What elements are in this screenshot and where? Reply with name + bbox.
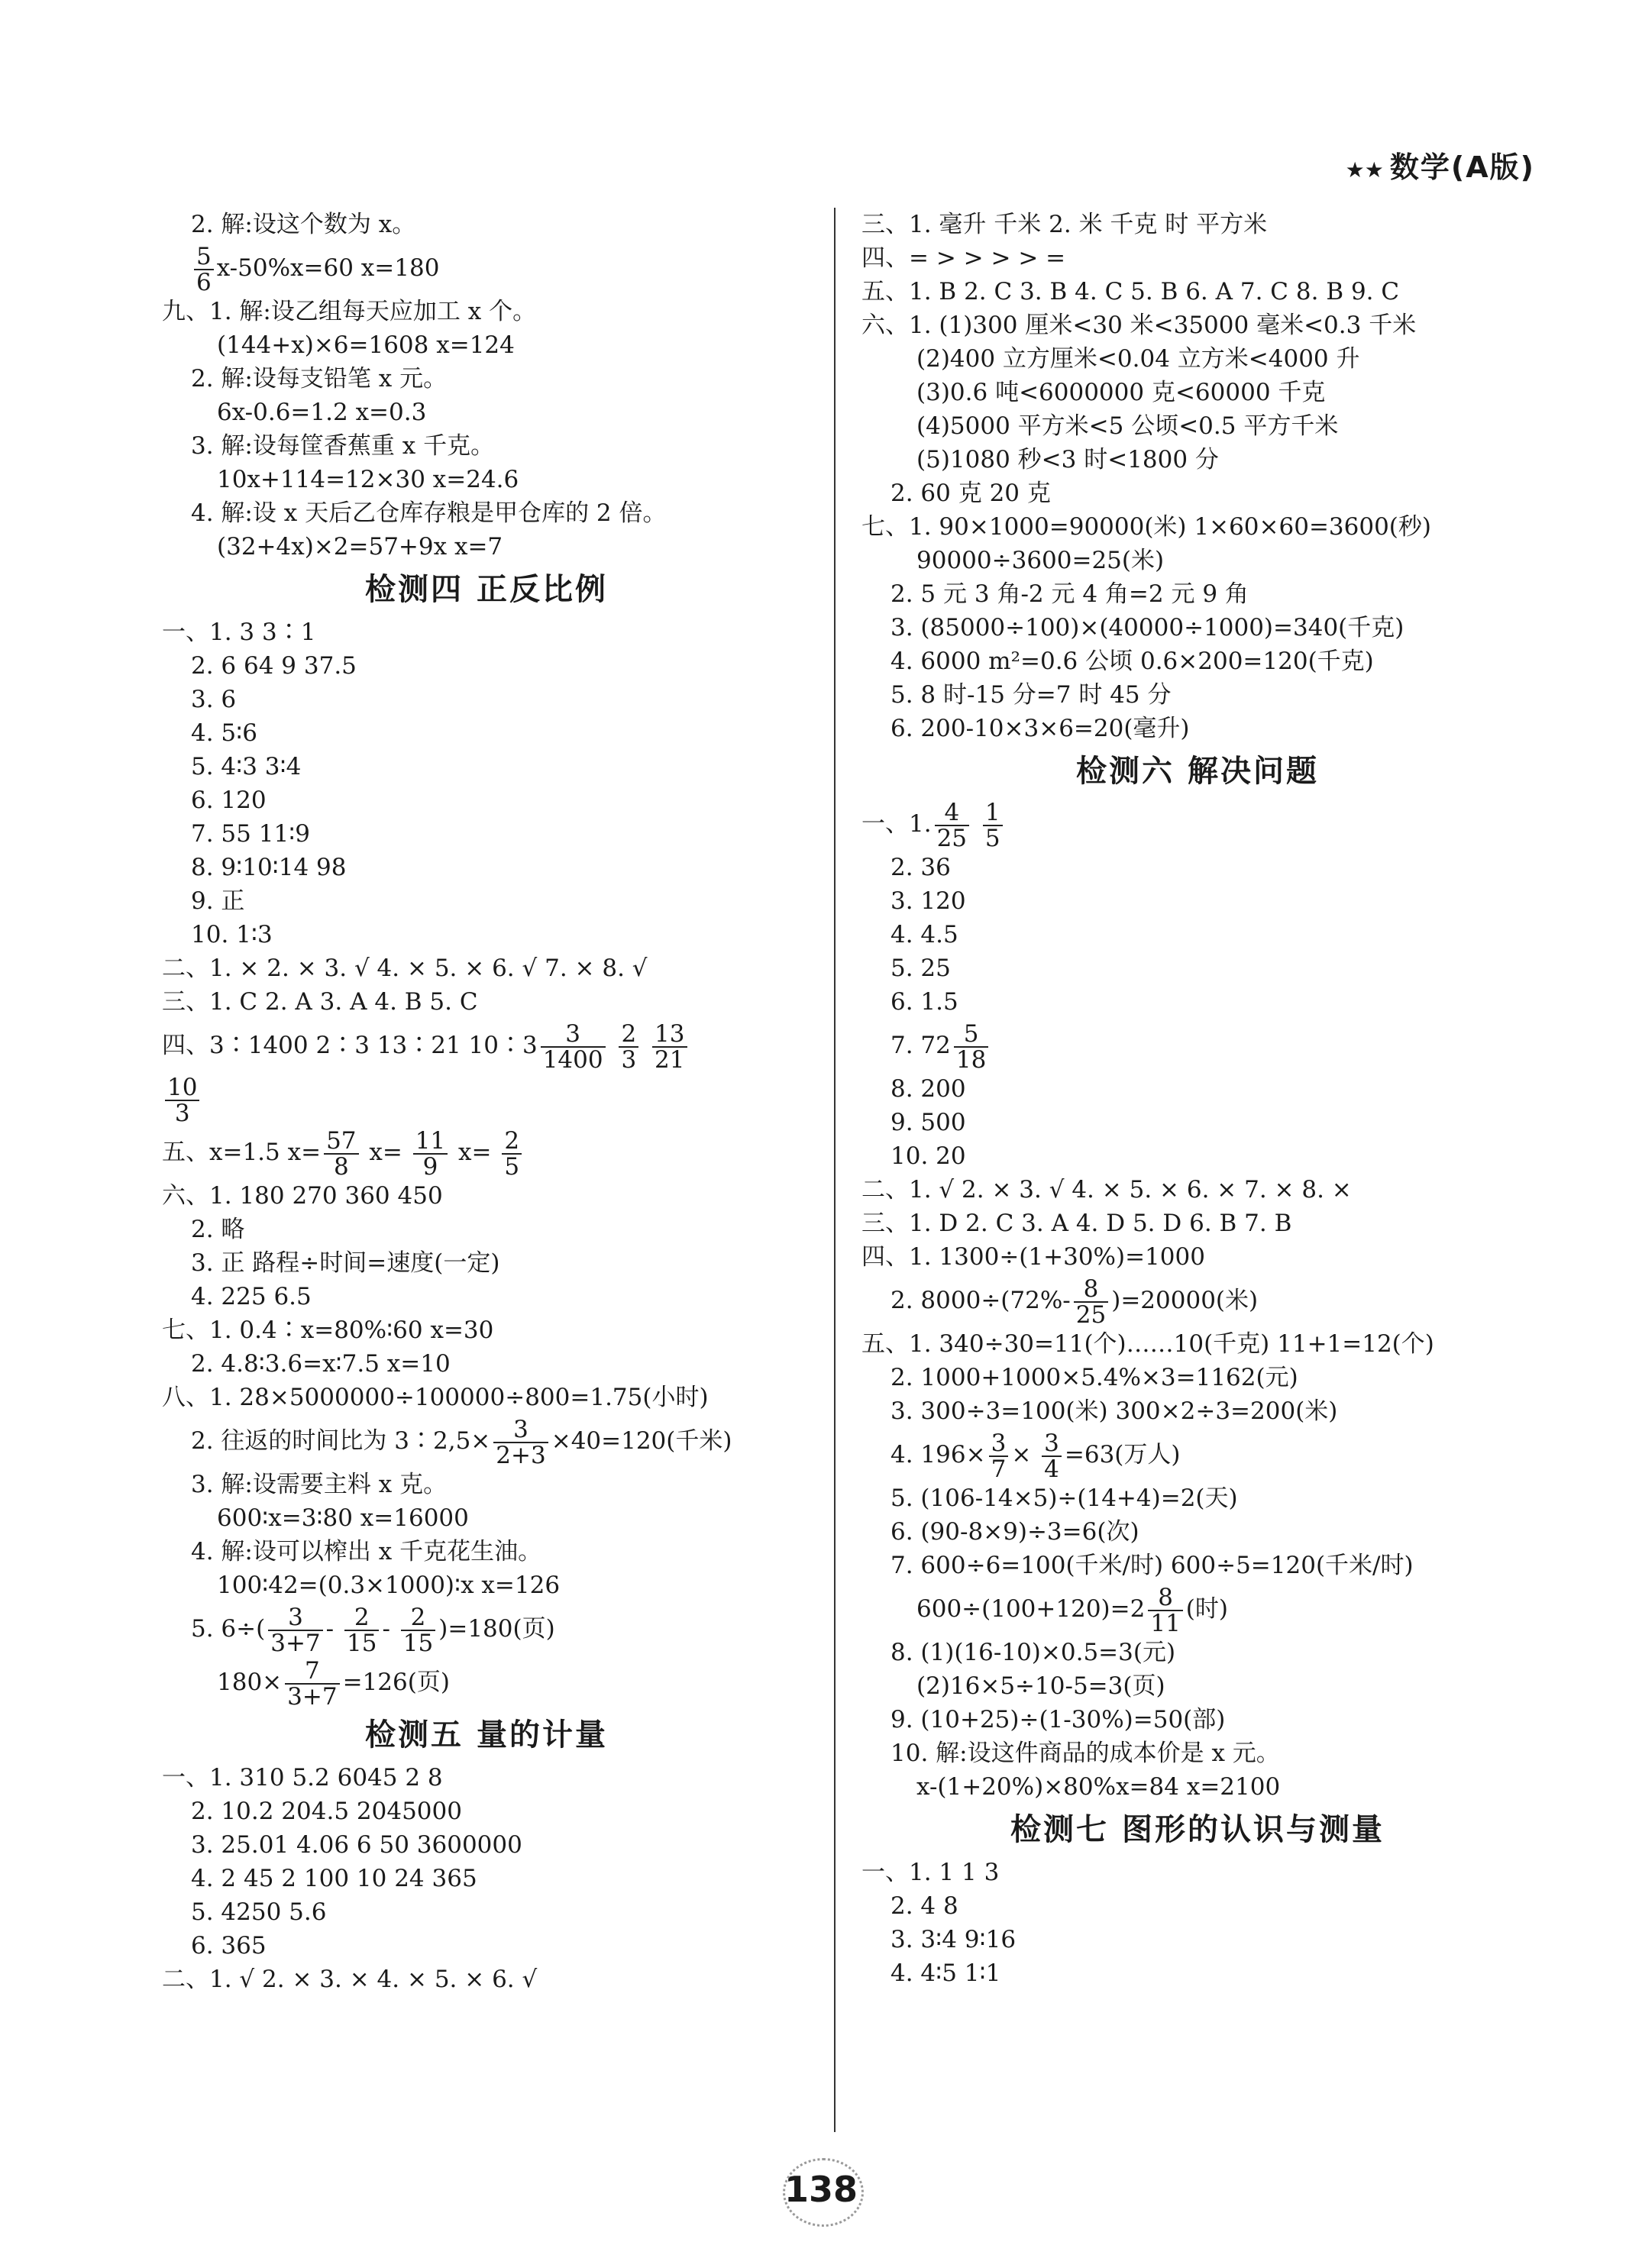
answer-line: 4. 2 45 2 100 10 24 365: [191, 1865, 477, 1892]
answer-text: 7. 72: [890, 1032, 951, 1059]
fraction: [1074, 1277, 1108, 1327]
answer-text: 180×: [217, 1669, 283, 1696]
answer-line: 四、1. 1300÷(1+30%)=1000: [861, 1243, 1205, 1271]
denominator: 15: [347, 1629, 377, 1657]
answer-line: 2. 6 64 9 37.5: [191, 652, 357, 680]
answer-line: 九、1. 解:设乙组每天应加工 x 个。: [162, 298, 537, 325]
answer-line: 5. 4250 5.6: [191, 1898, 327, 1926]
answer-line: 一、1. 310 5.2 6045 2 8: [162, 1764, 443, 1791]
page-header: [1346, 144, 1535, 186]
answer-line: (4)5000 平方米<5 公顷<0.5 平方千米: [916, 412, 1339, 440]
fraction: [493, 1417, 548, 1468]
answer-line: 七、1. 90×1000=90000(米) 1×60×60=3600(秒): [861, 513, 1431, 541]
denominator: 4: [1044, 1455, 1059, 1483]
answer-text: 五、x=1.5 x=: [162, 1139, 322, 1166]
page-number-ornament: [783, 2158, 864, 2227]
answer-line: [162, 1072, 811, 1126]
answer-line: 8. 9∶10∶14 98: [191, 854, 347, 881]
fraction: [935, 800, 969, 851]
answer-text: ×40=120(千米): [551, 1427, 732, 1455]
answer-line: 8. (1)(16-10)×0.5=3(元): [890, 1639, 1176, 1666]
answer-line: [162, 1126, 811, 1179]
answer-text: 2. 8000÷(72%-: [890, 1287, 1071, 1314]
section-heading: 检测五 量的计量: [365, 1717, 608, 1753]
denominator: 25: [1075, 1300, 1107, 1329]
numerator: 3: [541, 1022, 606, 1048]
answer-text: (时): [1185, 1595, 1228, 1623]
answer-text: =63(万人): [1064, 1441, 1181, 1468]
fraction: [324, 1126, 358, 1181]
answer-line: 2. 10.2 204.5 2045000: [191, 1798, 462, 1825]
answer-line: 4. 解:设可以榨出 x 千克花生油。: [191, 1538, 542, 1565]
answer-line: [890, 1019, 1534, 1072]
answer-line: 3. 正 路程÷时间=速度(一定): [191, 1249, 500, 1277]
answer-line: (32+4x)×2=57+9x x=7: [217, 533, 503, 561]
numerator: 3: [989, 1431, 1009, 1457]
answer-line: [191, 241, 811, 295]
answer-line: 六、1. (1)300 厘米<30 米<35000 毫米<0.3 千米: [861, 312, 1417, 339]
answer-line: 2. 60 克 20 克: [890, 480, 1051, 507]
answer-line: 6. 200-10×3×6=20(毫升): [890, 715, 1190, 742]
answer-line: 600∶x=3∶80 x=16000: [217, 1504, 469, 1532]
section-heading: 检测六 解决问题: [1076, 754, 1319, 789]
numerator: 8: [1074, 1277, 1108, 1303]
denominator: 3+7: [287, 1682, 338, 1711]
denominator: 8: [333, 1152, 349, 1181]
numerator: 3: [268, 1605, 322, 1631]
answer-line: 三、1. D 2. C 3. A 4. D 5. D 6. B 7. B: [861, 1210, 1292, 1237]
answer-line: 4. 4.5: [890, 921, 958, 948]
numerator: 10: [165, 1075, 199, 1101]
answer-line: 2. 4 8: [890, 1892, 958, 1920]
answer-line: [162, 1019, 811, 1072]
answer-line: 4. 6000 m²=0.6 公顷 0.6×200=120(千克): [890, 648, 1374, 675]
left-column: [162, 208, 811, 1996]
numerator: 7: [285, 1659, 339, 1685]
fraction: [165, 1075, 199, 1126]
numerator: 3: [493, 1417, 548, 1443]
answer-line: 10. 20: [890, 1142, 966, 1170]
answer-line: 4. 5∶6: [191, 719, 257, 747]
answer-line: [191, 1602, 811, 1656]
section-heading: 检测四 正反比例: [365, 572, 608, 607]
answer-text: 一、1.: [861, 810, 932, 838]
fraction: [619, 1019, 638, 1074]
fraction: [268, 1605, 322, 1656]
answer-line: 3. 25.01 4.06 6 50 3600000: [191, 1831, 522, 1859]
answer-text: -: [382, 1615, 390, 1643]
answer-line: x-(1+20%)×80%x=84 x=2100: [916, 1773, 1281, 1801]
numerator: 11: [413, 1129, 448, 1155]
fraction: [413, 1126, 448, 1181]
answer-line: 八、1. 28×5000000÷100000÷800=1.75(小时): [162, 1384, 709, 1411]
answer-line: 五、1. B 2. C 3. B 4. C 5. B 6. A 7. C 8. B 9. C: [861, 278, 1400, 305]
fraction: [989, 1431, 1009, 1481]
denominator: 5: [984, 824, 1000, 852]
answer-text: x-50%x=60 x=180: [216, 254, 440, 282]
answer-text: 600÷(100+120)=2: [916, 1595, 1146, 1623]
answer-text: 5. 6÷(: [191, 1615, 266, 1643]
answer-line: 4. 4∶5 1∶1: [890, 1959, 1001, 1987]
numerator: 8: [1148, 1585, 1182, 1611]
answer-line: 3. 120: [890, 887, 966, 915]
star-icon: ★★: [1345, 157, 1384, 183]
answer-line: [916, 1582, 1534, 1636]
denominator: 21: [655, 1045, 685, 1074]
answer-line: 一、1. 3 3∶1: [162, 619, 316, 646]
denominator: 7: [991, 1455, 1007, 1483]
answer-line: 六、1. 180 270 360 450: [162, 1182, 443, 1210]
answer-line: 9. 正: [191, 887, 245, 915]
answer-line: 6. (90-8×9)÷3=6(次): [890, 1518, 1139, 1546]
answer-line: 七、1. 0.4∶x=80%∶60 x=30: [162, 1317, 494, 1344]
answer-text: x=: [361, 1139, 402, 1166]
answer-line: 10x+114=12×30 x=24.6: [217, 466, 519, 493]
fraction: [541, 1019, 606, 1074]
answer-line: 3. 300÷3=100(米) 300×2÷3=200(米): [890, 1397, 1338, 1425]
answer-line: 6x-0.6=1.2 x=0.3: [217, 399, 427, 426]
answer-text: 4. 196×: [890, 1441, 986, 1468]
answer-text: x=: [451, 1139, 492, 1166]
fraction: [285, 1656, 339, 1711]
answer-line: (5)1080 秒<3 时<1800 分: [916, 446, 1219, 473]
answer-text: 2. 往返的时间比为 3∶2,5×: [191, 1427, 491, 1455]
answer-line: 7. 55 11∶9: [191, 820, 310, 848]
answer-line: 一、1. 1 1 3: [861, 1859, 1000, 1886]
answer-line: 四、= > > > > =: [861, 244, 1066, 272]
answer-line: 6. 365: [191, 1932, 267, 1959]
answer-line: (2)400 立方厘米<0.04 立方米<4000 升: [916, 345, 1360, 373]
fraction: [194, 244, 214, 295]
answer-line: 二、1. √ 2. × 3. √ 4. × 5. × 6. × 7. × 8. ×: [861, 1176, 1352, 1203]
column-divider: [834, 208, 836, 2132]
numerator: 5: [954, 1022, 988, 1048]
answer-text: )=180(页): [438, 1615, 555, 1643]
denominator: 2+3: [496, 1441, 546, 1469]
denominator: 9: [422, 1152, 438, 1181]
answer-line: 6. 120: [191, 787, 267, 814]
answer-line: 3. 3∶4 9∶16: [890, 1926, 1017, 1953]
answer-line: 90000÷3600=25(米): [916, 547, 1165, 574]
numerator: 2: [344, 1605, 379, 1631]
answer-line: [890, 1428, 1534, 1481]
denominator: 5: [504, 1152, 520, 1181]
answer-line: 2. 1000+1000×5.4%×3=1162(元): [890, 1364, 1298, 1391]
answer-line: 5. (106-14×5)÷(14+4)=2(天): [890, 1485, 1238, 1512]
book-title: 数学(A版): [1389, 150, 1535, 184]
numerator: 2: [502, 1129, 522, 1155]
answer-line: 100∶42=(0.3×1000)∶x x=126: [217, 1572, 561, 1599]
fraction: [1148, 1585, 1182, 1636]
answer-line: 4. 解:设 x 天后乙仓库存粮是甲仓库的 2 倍。: [191, 499, 667, 527]
answer-text: )=20000(米): [1111, 1287, 1259, 1314]
numerator: 2: [619, 1022, 638, 1048]
answer-text: ×: [1011, 1441, 1032, 1468]
answer-line: 10. 解:设这件商品的成本价是 x 元。: [890, 1740, 1280, 1767]
denominator: 3+7: [270, 1629, 321, 1657]
answer-line: 2. 解:设每支铅笔 x 元。: [191, 365, 448, 393]
answer-line: [191, 1414, 811, 1468]
denominator: 3: [621, 1045, 637, 1074]
answer-line: 2. 略: [191, 1216, 245, 1243]
right-column: [861, 208, 1534, 1990]
numerator: 13: [652, 1022, 687, 1048]
denominator: 1400: [542, 1045, 603, 1074]
denominator: 6: [196, 268, 212, 296]
answer-line: (3)0.6 吨<6000000 克<60000 千克: [916, 379, 1326, 406]
answer-line: 4. 225 6.5: [191, 1283, 312, 1310]
numerator: 57: [324, 1129, 358, 1155]
answer-line: 三、1. C 2. A 3. A 4. B 5. C: [162, 988, 478, 1016]
numerator: 3: [1042, 1431, 1062, 1457]
answer-line: 二、1. × 2. × 3. √ 4. × 5. × 6. √ 7. × 8. √: [162, 955, 648, 982]
answer-line: 10. 1∶3: [191, 921, 273, 948]
answer-line: 三、1. 毫升 千米 2. 米 千克 时 平方米: [861, 211, 1268, 238]
answer-text: 四、3∶1400 2∶3 13∶21 10∶3: [162, 1032, 538, 1059]
answer-text: =126(页): [342, 1669, 450, 1696]
fraction: [983, 800, 1003, 851]
answer-line: 7. 600÷6=100(千米/时) 600÷5=120(千米/时): [890, 1552, 1414, 1579]
numerator: 4: [935, 800, 969, 826]
denominator: 25: [936, 824, 968, 852]
answer-line: 3. 解:设需要主料 x 克。: [191, 1471, 448, 1498]
numerator: 1: [983, 800, 1003, 826]
numerator: 2: [401, 1605, 435, 1631]
answer-line: 3. 6: [191, 686, 237, 713]
answer-text: -: [325, 1615, 335, 1643]
answer-line: 五、1. 340÷30=11(个)……10(千克) 11+1=12(个): [861, 1330, 1434, 1358]
answer-line: 二、1. √ 2. × 3. × 4. × 5. × 6. √: [162, 1966, 538, 1993]
answer-line: 9. (10+25)÷(1-30%)=50(部): [890, 1706, 1226, 1733]
numerator: 5: [194, 244, 214, 270]
answer-line: 8. 200: [890, 1075, 966, 1103]
answer-line: 2. 36: [890, 854, 951, 881]
section-heading: 检测七 图形的认识与测量: [1010, 1812, 1385, 1847]
answer-line: [861, 797, 1534, 851]
denominator: 15: [402, 1629, 434, 1657]
answer-line: 9. 500: [890, 1109, 966, 1136]
fraction: [954, 1019, 988, 1074]
fraction: [344, 1605, 379, 1656]
fraction: [502, 1126, 522, 1181]
fraction: [401, 1605, 435, 1656]
answer-line: 5. 8 时-15 分=7 时 45 分: [890, 681, 1172, 709]
answer-line: 6. 1.5: [890, 988, 958, 1016]
answer-line: 2. 解:设这个数为 x。: [191, 211, 416, 238]
answer-line: [217, 1656, 811, 1709]
answer-line: 5. 25: [890, 955, 951, 982]
answer-line: 5. 4∶3 3∶4: [191, 753, 302, 780]
page-number-text: 138: [784, 2169, 858, 2210]
denominator: 11: [1150, 1609, 1181, 1637]
denominator: 18: [955, 1045, 987, 1074]
answer-line: (144+x)×6=1608 x=124: [217, 331, 515, 359]
denominator: 3: [174, 1099, 190, 1127]
answer-line: 3. 解:设每筐香蕉重 x 千克。: [191, 432, 495, 460]
page-number: [775, 2169, 867, 2210]
answer-line: 2. 5 元 3 角-2 元 4 角=2 元 9 角: [890, 580, 1249, 608]
answer-line: (2)16×5÷10-5=3(页): [916, 1672, 1165, 1700]
fraction: [1042, 1431, 1062, 1481]
answer-line: [890, 1274, 1534, 1327]
answer-line: 3. (85000÷100)×(40000÷1000)=340(千克): [890, 614, 1404, 641]
fraction: [652, 1019, 687, 1074]
answer-line: 2. 4.8∶3.6=x∶7.5 x=10: [191, 1350, 451, 1378]
